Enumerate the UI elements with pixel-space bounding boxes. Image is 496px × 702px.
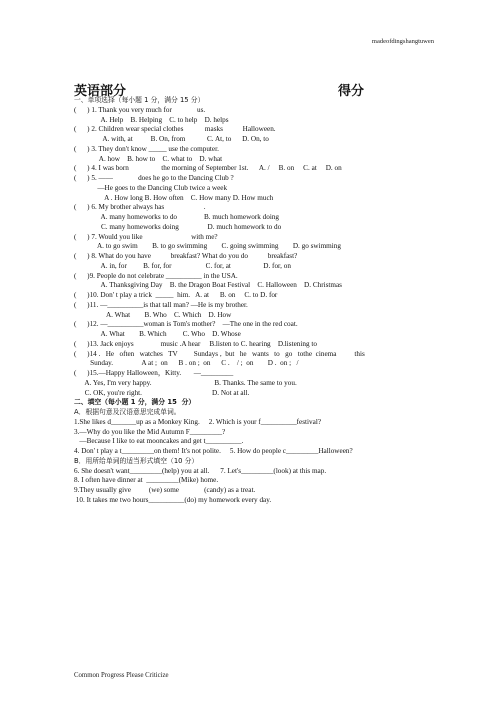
text-line: ( )13. Jack enjoys music .A hear B.listen to C. hearing D.listening to [74,339,317,348]
text-line: A. Thanksgiving Day B. the Dragon Boat Festival C. Halloween D. Christmas [74,281,342,290]
text-line: A. What B. Who C. Which D. How [74,310,232,319]
text-line: 3.—Why do you like the Mid Autumn F_________? [74,427,226,436]
text-line: A. Yes, I'm very happy. B. Thanks. The same to you. [74,378,297,387]
text-line: A．根据句意及汉语意思完成单词。 [74,408,181,416]
text-line: ( ) 5. —— does he go to the Dancing Club ? [74,174,234,182]
exercise-content [74,96,434,506]
page-header: madeofdingshangtuwen [371,38,434,45]
text-line: A. many homeworks to do B. much homework doing [74,213,280,221]
text-line: ( ) 8. What do you have breakfast? What do you do breakfast? [74,252,298,260]
text-line: 8. I often have dinner at _________(Mike) home. [74,476,219,485]
text-line: A. how B. how to C. what to D. what [74,154,223,163]
text-line: ( ) 6. My brother always has . [74,203,206,212]
text-line: 1.She likes d_______up as a Monkey King. 2. Which is your f__________festival? [74,417,322,426]
text-line: B．用所给单词的适当形式填空（10 分） [74,456,199,465]
text-line: A. to go swim B. to go swimming C. going swimming D. go swimming [74,242,341,251]
page-footer: Common Progress Please Criticize [74,672,169,679]
text-line: ( ) 4. I was born the morning of September 1st. A. / B. on C. at D. on [74,164,342,173]
text-line: C. OK, you're right. D. Not at all. [74,388,250,397]
text-line: ( )11. —__________is that tall man? —He is my brother. [74,300,248,309]
text-line: C. many homeworks doing D. much homework to do [74,222,282,231]
section-title: 英语部分 [74,84,127,99]
text-line: ( )10. Don' t play a trick _____ him. A. at B. on C. to D. for [74,291,278,299]
text-line: 10. It takes me two hours__________(do) my homework every day. [74,495,272,504]
text-line: 4. Don' t play a t_________on them! It's not polite. 5. How do people c_________Halloween? [74,447,353,455]
text-line: ( ) 3. They don't know _____ use the computer. [74,144,219,153]
text-line: ( ) 2. Children wear special clothes masks Halloween. [74,125,276,134]
text-line: ( )12. —__________woman is Tom's mother? —The one in the red coat. [74,320,298,329]
text-line: ( )15.—Happy Halloween，Kitty. —_________ [74,369,234,377]
text-line: ( )9. People do not celebrate __________ in the USA. [74,271,238,280]
text-line: A. in, for B. for, for C. for, at D. for, on [74,261,291,270]
text-line: A. What B. Which C. Who D. Whose [74,330,241,338]
text-line: ( ) 7. Would you like with me? [74,232,218,241]
text-line: ( )14 . He often watches TV Sundays , but he wants to go tothe cinema this [74,349,365,358]
text-line: Sunday. A at ; on B . on ; on C . / ; on D . on ; / [74,359,299,368]
text-line: 一、单项选择（每小题 1 分，满分 15 分） [74,96,205,104]
text-line: A. Help B. Helping C. to help D. helps [74,115,229,124]
text-line: 9.They usually give (we) some (candy) as a treat. [74,486,256,494]
text-line: ( ) 1. Thank you very much for us. [74,105,206,114]
text-line: —Because I like to eat mooncakes and get t__________. [74,437,244,446]
text-line: —He goes to the Dancing Club twice a week [74,183,228,192]
score-label: 得分 [338,84,365,99]
text-line: A . How long B. How often C. How many D. How much [74,193,274,202]
text-line: 6. She doesn't want_________(help) you at all. 7. Let's_________(look) at this map. [74,466,327,475]
text-line: A. with, at B. On, from C. At, to D. On, to [74,135,269,143]
text-line: 二、填空（每小题 1 分，满分 15 分） [74,398,196,407]
